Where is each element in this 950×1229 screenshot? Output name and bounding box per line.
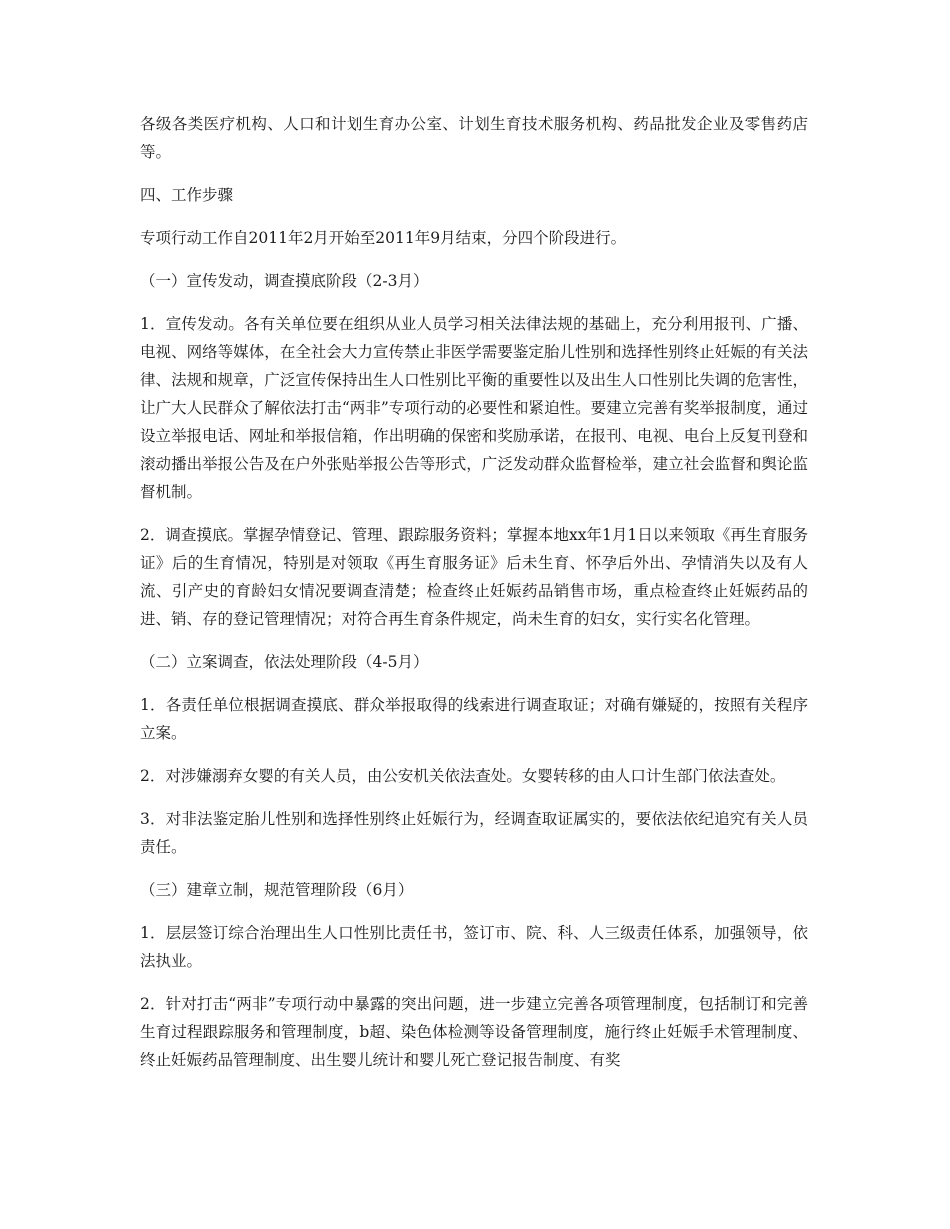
- paragraph-stage-3-item-1: 1．层层签订综合治理出生人口性别比责任书，签订市、院、科、人三级责任体系，加强领导，依法执业。: [140, 924, 808, 970]
- paragraph-scope-continued: 各级各类医疗机构、人口和计划生育办公室、计划生育技术服务机构、药品批发企业及零售药店等。: [140, 115, 808, 161]
- paragraph-stage-2-item-2: 2．对涉嫌溺弃女婴的有关人员，由公安机关依法查处。女婴转移的由人口计生部门依法查处。: [140, 767, 786, 785]
- section-heading-work-steps: 四、工作步骤: [140, 186, 234, 204]
- paragraph-stage-3-item-2: 2．针对打击“两非”专项行动中暴露的突出问题，进一步建立完善各项管理制度，包括制订和完善生育过程跟踪服务和管理制度，b超、染色体检测等设备管理制度，施行终止妊娠手术管理制度、终止妊娠药品管理制度、出生婴儿统计和婴儿死亡登记报告制度、有奖: [140, 995, 808, 1069]
- subsection-heading-stage-2: （二）立案调查，依法处理阶段（4-5月）: [140, 653, 429, 671]
- paragraph-stage-1-item-1: 1．宣传发动。各有关单位要在组织从业人员学习相关法律法规的基础上，充分利用报刊、广播、电视、网络等媒体，在全社会大力宣传禁止非医学需要鉴定胎儿性别和选择性别终止妊娠的有关法律、法规和规章，广泛宣传保持出生人口性别比平衡的重要性以及出生人口性别比失调的危害性，让广大人民群众了解依法打击“两非”专项行动的必要性和紧迫性。要建立完善有奖举报制度，通过设立举报电话、网址和举报信箱，作出明确的保密和奖励承诺，在报刊、电视、电台上反复刊登和滚动播出举报公告及在户外张贴举报公告等形式，广泛发动群众监督检举，建立社会监督和舆论监督机制。: [140, 315, 808, 501]
- document-page: [140, 110, 808, 1089]
- paragraph-stage-1-item-2: 2．调查摸底。掌握孕情登记、管理、跟踪服务资料；掌握本地xx年1月1日以来领取《再生育服务证》后的生育情况，特别是对领取《再生育服务证》后未生育、怀孕后外出、孕情消失以及有人流、引产史的育龄妇女情况要调查清楚；检查终止妊娠药品销售市场，重点检查终止妊娠药品的进、销、存的登记管理情况；对符合再生育条件规定，尚未生育的妇女，实行实名化管理。: [140, 526, 808, 628]
- paragraph-stage-2-item-1: 1．各责任单位根据调查摸底、群众举报取得的线索进行调查取证；对确有嫌疑的，按照有关程序立案。: [140, 696, 808, 742]
- paragraph-timeline: 专项行动工作自2011年2月开始至2011年9月结束，分四个阶段进行。: [140, 229, 627, 247]
- subsection-heading-stage-3: （三）建章立制，规范管理阶段（6月）: [140, 881, 414, 899]
- paragraph-stage-2-item-3: 3．对非法鉴定胎儿性别和选择性别终止妊娠行为，经调查取证属实的，要依法依纪追究有关人员责任。: [140, 810, 808, 856]
- subsection-heading-stage-1: （一）宣传发动，调查摸底阶段（2-3月）: [140, 272, 429, 290]
